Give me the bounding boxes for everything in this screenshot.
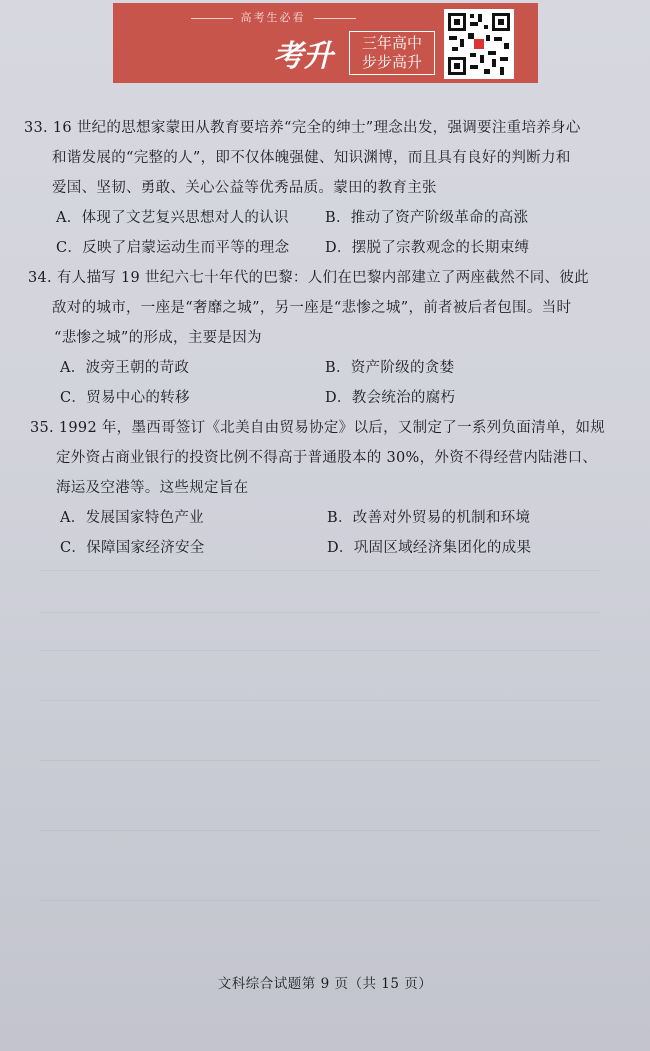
question-34-option-c: C．贸易中心的转移 <box>60 390 190 406</box>
question-34-option-a: A．波旁王朝的苛政 <box>60 360 190 376</box>
question-35-line-1: 35. 1992 年，墨西哥签订《北美自由贸易协定》以后，又制定了一系列负面清单，如规 <box>30 420 606 436</box>
question-33-option-d: D．摆脱了宗教观念的长期束缚 <box>325 240 530 256</box>
question-34-line-2: 敌对的城市，一座是“奢靡之城”，另一座是“悲惨之城”，前者被后者包围。当时 <box>52 300 572 316</box>
question-34-option-d: D．教会统治的腐朽 <box>325 390 456 406</box>
question-33-option-a: A．体现了文艺复兴思想对人的认识 <box>56 210 289 226</box>
question-33-option-b: B．推动了资产阶级革命的高涨 <box>325 210 529 226</box>
banner-slogan <box>349 31 435 75</box>
question-34-line-3: “悲惨之城”的形成，主要是因为 <box>54 330 262 346</box>
question-33-line-3: 爱国、坚韧、勇敢、关心公益等优秀品质。蒙田的教育主张 <box>52 180 437 196</box>
header-banner <box>113 3 538 83</box>
question-35-line-3: 海运及空港等。这些规定旨在 <box>56 480 249 496</box>
question-35-option-b: B．改善对外贸易的机制和环境 <box>327 510 531 526</box>
question-35-option-a: A．发展国家特色产业 <box>60 510 204 526</box>
slogan-line-2: 步步高升 <box>361 53 422 71</box>
question-34-option-b: B．资产阶级的贪婪 <box>325 360 455 376</box>
question-35-line-2: 定外资占商业银行的投资比例不得高于普通股本的 30%，外资不得经营内陆港口、 <box>56 450 598 466</box>
question-33-line-2: 和谐发展的“完整的人”，即不仅体魄强健、知识渊博，而且具有良好的判断力和 <box>52 150 571 166</box>
question-33-option-c: C．反映了启蒙运动生而平等的理念 <box>56 240 290 256</box>
page-footer: 文科综合试题第 9 页（共 15 页） <box>217 976 433 992</box>
question-33-line-1: 33. 16 世纪的思想家蒙田从教育要培养“完全的绅士”理念出发，强调要注重培养身心 <box>24 120 581 136</box>
banner-logo: 考升 <box>273 39 333 74</box>
banner-tagline: 高考生必看 <box>113 9 433 25</box>
qr-code-icon <box>444 9 514 79</box>
slogan-line-1: 三年高中 <box>361 34 422 52</box>
question-35-option-c: C．保障国家经济安全 <box>60 540 205 556</box>
question-34-line-1: 34. 有人描写 19 世纪六七十年代的巴黎：人们在巴黎内部建立了两座截然不同、彼此 <box>28 270 589 286</box>
question-35-option-d: D．巩固区域经济集团化的成果 <box>327 540 532 556</box>
